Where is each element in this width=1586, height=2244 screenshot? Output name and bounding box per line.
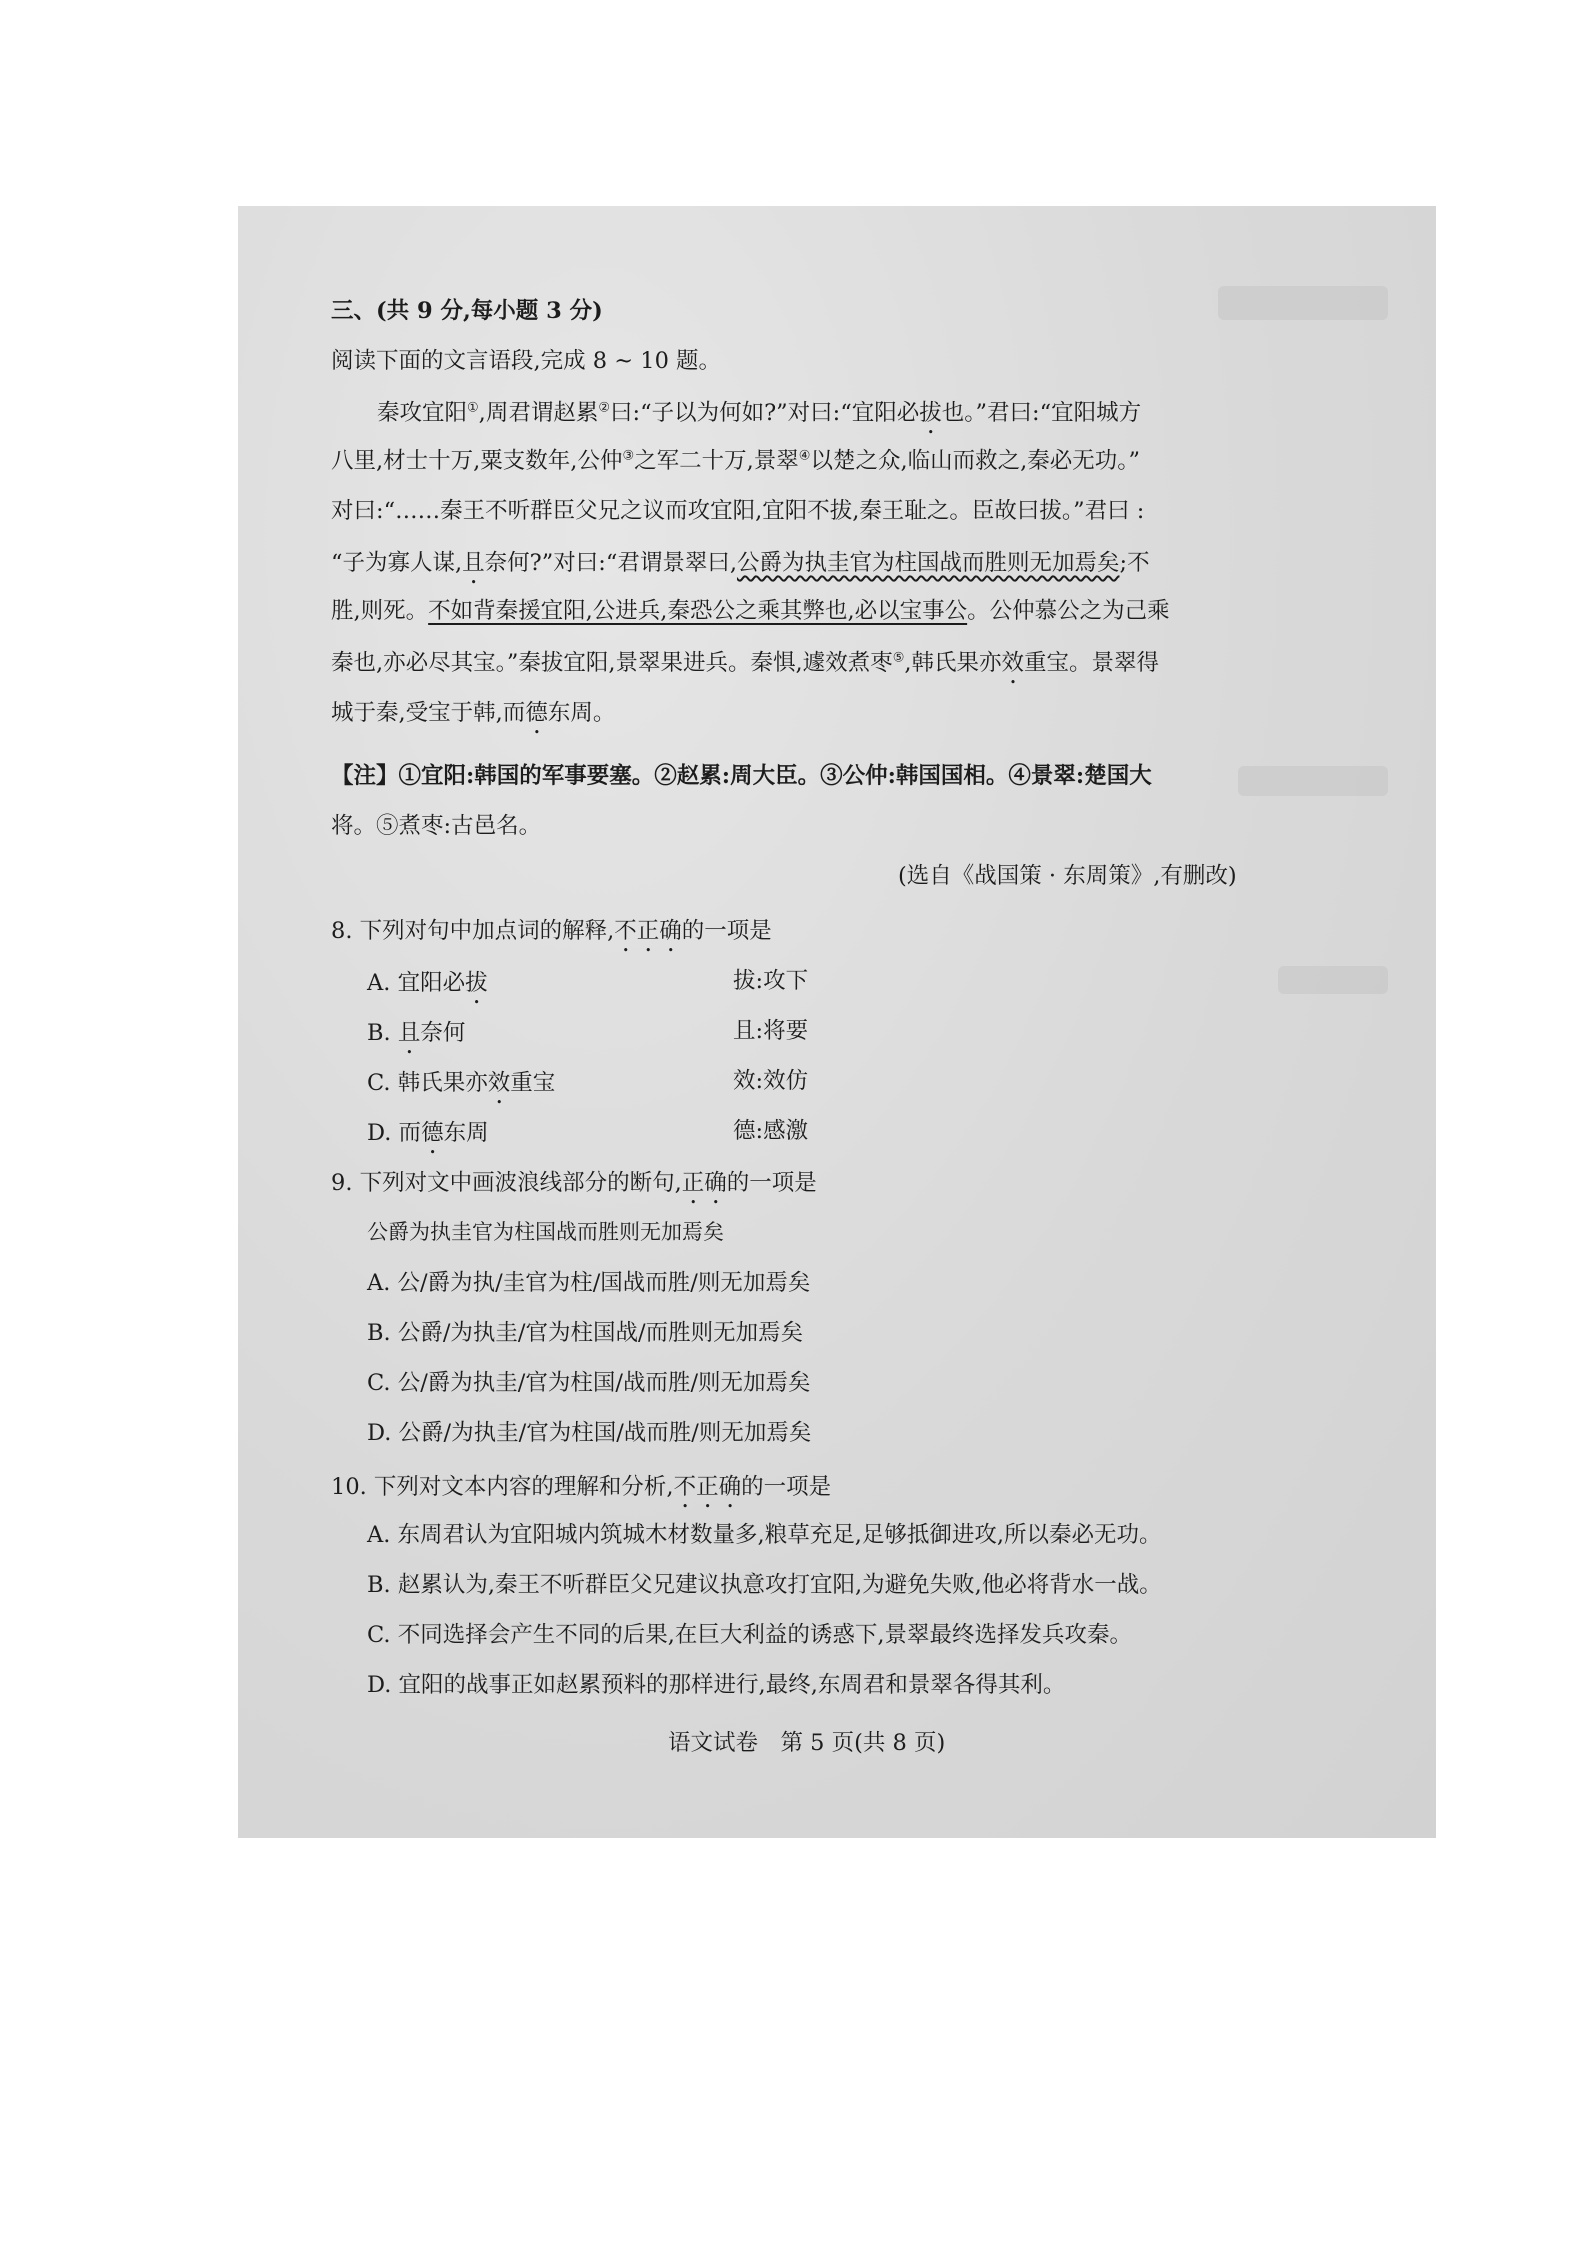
q9-option-b[interactable]: B. 公爵/为执圭/官为柱国战/而胜则无加焉矣 [367,1320,804,1346]
option-text: 韩氏果亦 [397,1070,488,1096]
dotted-word: 且 [462,550,485,576]
passage-line-6 [331,650,1159,689]
bleed-through-mark [1238,766,1388,796]
bleed-through-mark [1278,966,1388,994]
option-text: 重宝 [510,1070,556,1096]
passage-line-1 [377,400,1141,439]
passage-source: (选自《战国策 · 东周策》,有删改) [898,863,1237,889]
passage-text: 胜,则死。 [331,598,429,624]
q9-option-a[interactable]: A. 公/爵为执/圭官为柱/国战而胜/则无加焉矣 [367,1270,811,1296]
annotation-line-2: 将。⑤煮枣:古邑名。 [331,813,542,839]
option-letter: A. [367,970,398,996]
option-text: 而 [398,1120,422,1146]
option-letter: D. [367,1120,399,1146]
q8-option-b[interactable] [367,1020,465,1059]
stem-text: 9. 下列对文中画波浪线部分的断句, [331,1170,682,1196]
passage-text: 奈何?”对曰:“君谓景翠曰, [484,550,737,576]
passage-text: 八里,材士十万,粟支数年,公仲 [331,448,623,474]
stem-text: 的一项是 [741,1474,832,1500]
stem-text: 10. 下列对文本内容的理解和分析, [331,1474,674,1500]
page-footer: 语文试卷 第 5 页(共 8 页) [668,1730,946,1756]
notes-text: 【注】①宜阳:韩国的军事要塞。②赵累:周大臣。③公仲:韩国国相。④景翠:楚国大 [331,763,1152,789]
passage-text: 之军二十万,景翠 [634,448,799,474]
option-text: 宜阳必 [397,970,466,996]
q8-option-a[interactable] [367,970,488,1009]
passage-text: 也。”君曰:“宜阳城方 [941,400,1142,426]
passage-text: 城于秦,受宝于韩,而 [331,700,526,726]
q9-option-c[interactable]: C. 公/爵为执圭/官为柱国/战而胜/则无加焉矣 [367,1370,811,1396]
q10-option-c[interactable]: C. 不同选择会产生不同的后果,在巨大利益的诱惑下,景翠最终选择发兵攻秦。 [367,1622,1133,1648]
q10-option-b[interactable]: B. 赵累认为,秦王不听群臣父兄建议执意攻打宜阳,为避免失败,他必将背水一战。 [367,1572,1162,1598]
passage-text: 东周。 [547,700,616,726]
q8-option-a-gloss: 拔:攻下 [733,968,809,994]
footnote-marker: ① [467,400,479,416]
q10-option-d[interactable]: D. 宜阳的战事正如赵累预料的那样进行,最终,东周君和景翠各得其利。 [367,1672,1066,1698]
section-heading: 三、(共 9 分,每小题 3 分) [331,298,603,324]
footnote-marker: ⑤ [892,650,905,666]
emphasis-text: 不正确 [673,1474,742,1500]
passage-text: 。公仲慕公之为己乘 [967,598,1170,624]
passage-line-3: 对曰:“……秦王不听群臣父兄之议而攻宜阳,宜阳不拔,秦王耻之。臣故曰拔。”君曰 : [331,498,1145,524]
q8-option-b-gloss: 且:将要 [733,1018,809,1044]
passage-text: ,韩氏果亦 [904,650,1002,676]
option-text: 东周 [443,1120,489,1146]
q9-sentence: 公爵为执圭官为柱国战而胜则无加焉矣 [367,1220,724,1244]
dotted-word: 拔 [465,970,488,996]
q8-option-d[interactable] [367,1120,489,1159]
passage-line-5 [331,600,1170,623]
dotted-word: 且 [397,1020,421,1046]
passage-line-4 [331,550,1150,589]
section-instruction: 阅读下面的文言语段,完成 8 ~ 10 题。 [331,348,722,374]
q8-option-d-gloss: 德:感激 [733,1118,809,1144]
dotted-word: 效 [1001,650,1025,676]
stem-text: 的一项是 [726,1170,817,1196]
stem-text: 8. 下列对句中加点词的解释, [331,918,615,944]
bleed-through-mark [1218,286,1388,320]
underlined-sentence: 不如背秦援宜阳,公进兵,秦恐公之乘其弊也,必以宝事公 [428,598,968,624]
wavy-underlined-sentence: 公爵为执圭官为柱国战而胜则无加焉矣 [736,550,1120,576]
question-9-stem [331,1170,817,1209]
passage-line-7 [331,700,615,739]
annotation-line-1 [331,765,1152,788]
q9-option-d[interactable]: D. 公爵/为执圭/官为柱国/战而胜/则无加焉矣 [367,1420,812,1446]
passage-line-2 [331,450,1140,473]
footnote-marker: ③ [622,448,635,464]
passage-text: ;不 [1119,550,1150,576]
q8-option-c-gloss: 效:效仿 [733,1068,809,1094]
q8-option-c[interactable] [367,1070,555,1109]
dotted-word: 效 [487,1070,511,1096]
footnote-marker: ② [598,400,610,416]
emphasis-text: 正确 [681,1170,727,1196]
dotted-word: 德 [421,1120,444,1146]
q10-option-a[interactable]: A. 东周君认为宜阳城内筑城木材数量多,粮草充足,足够抵御进攻,所以秦必无功。 [367,1522,1162,1548]
passage-text: ,周君谓赵累 [478,400,599,426]
passage-text: 重宝。景翠得 [1024,650,1160,676]
dotted-word: 德 [525,700,548,726]
passage-text: 以楚之众,临山而救之,秦必无功。” [810,448,1140,474]
question-8-stem [331,918,772,957]
passage-text: “子为寡人谋, [331,550,463,576]
passage-text: 秦也,亦必尽其宝。”秦拔宜阳,景翠果进兵。秦惧,遽效煮枣 [331,650,893,676]
option-letter: B. [367,1020,398,1046]
option-text: 奈何 [420,1020,466,1046]
footnote-marker: ④ [798,448,811,464]
passage-text: 秦攻宜阳 [377,400,468,426]
option-letter: C. [367,1070,398,1096]
dotted-word: 拔 [919,400,942,426]
emphasis-text: 不正确 [614,918,682,944]
stem-text: 的一项是 [681,918,772,944]
passage-text: 曰:“子以为何如?”对曰:“宜阳必 [609,400,920,426]
question-10-stem [331,1474,831,1513]
